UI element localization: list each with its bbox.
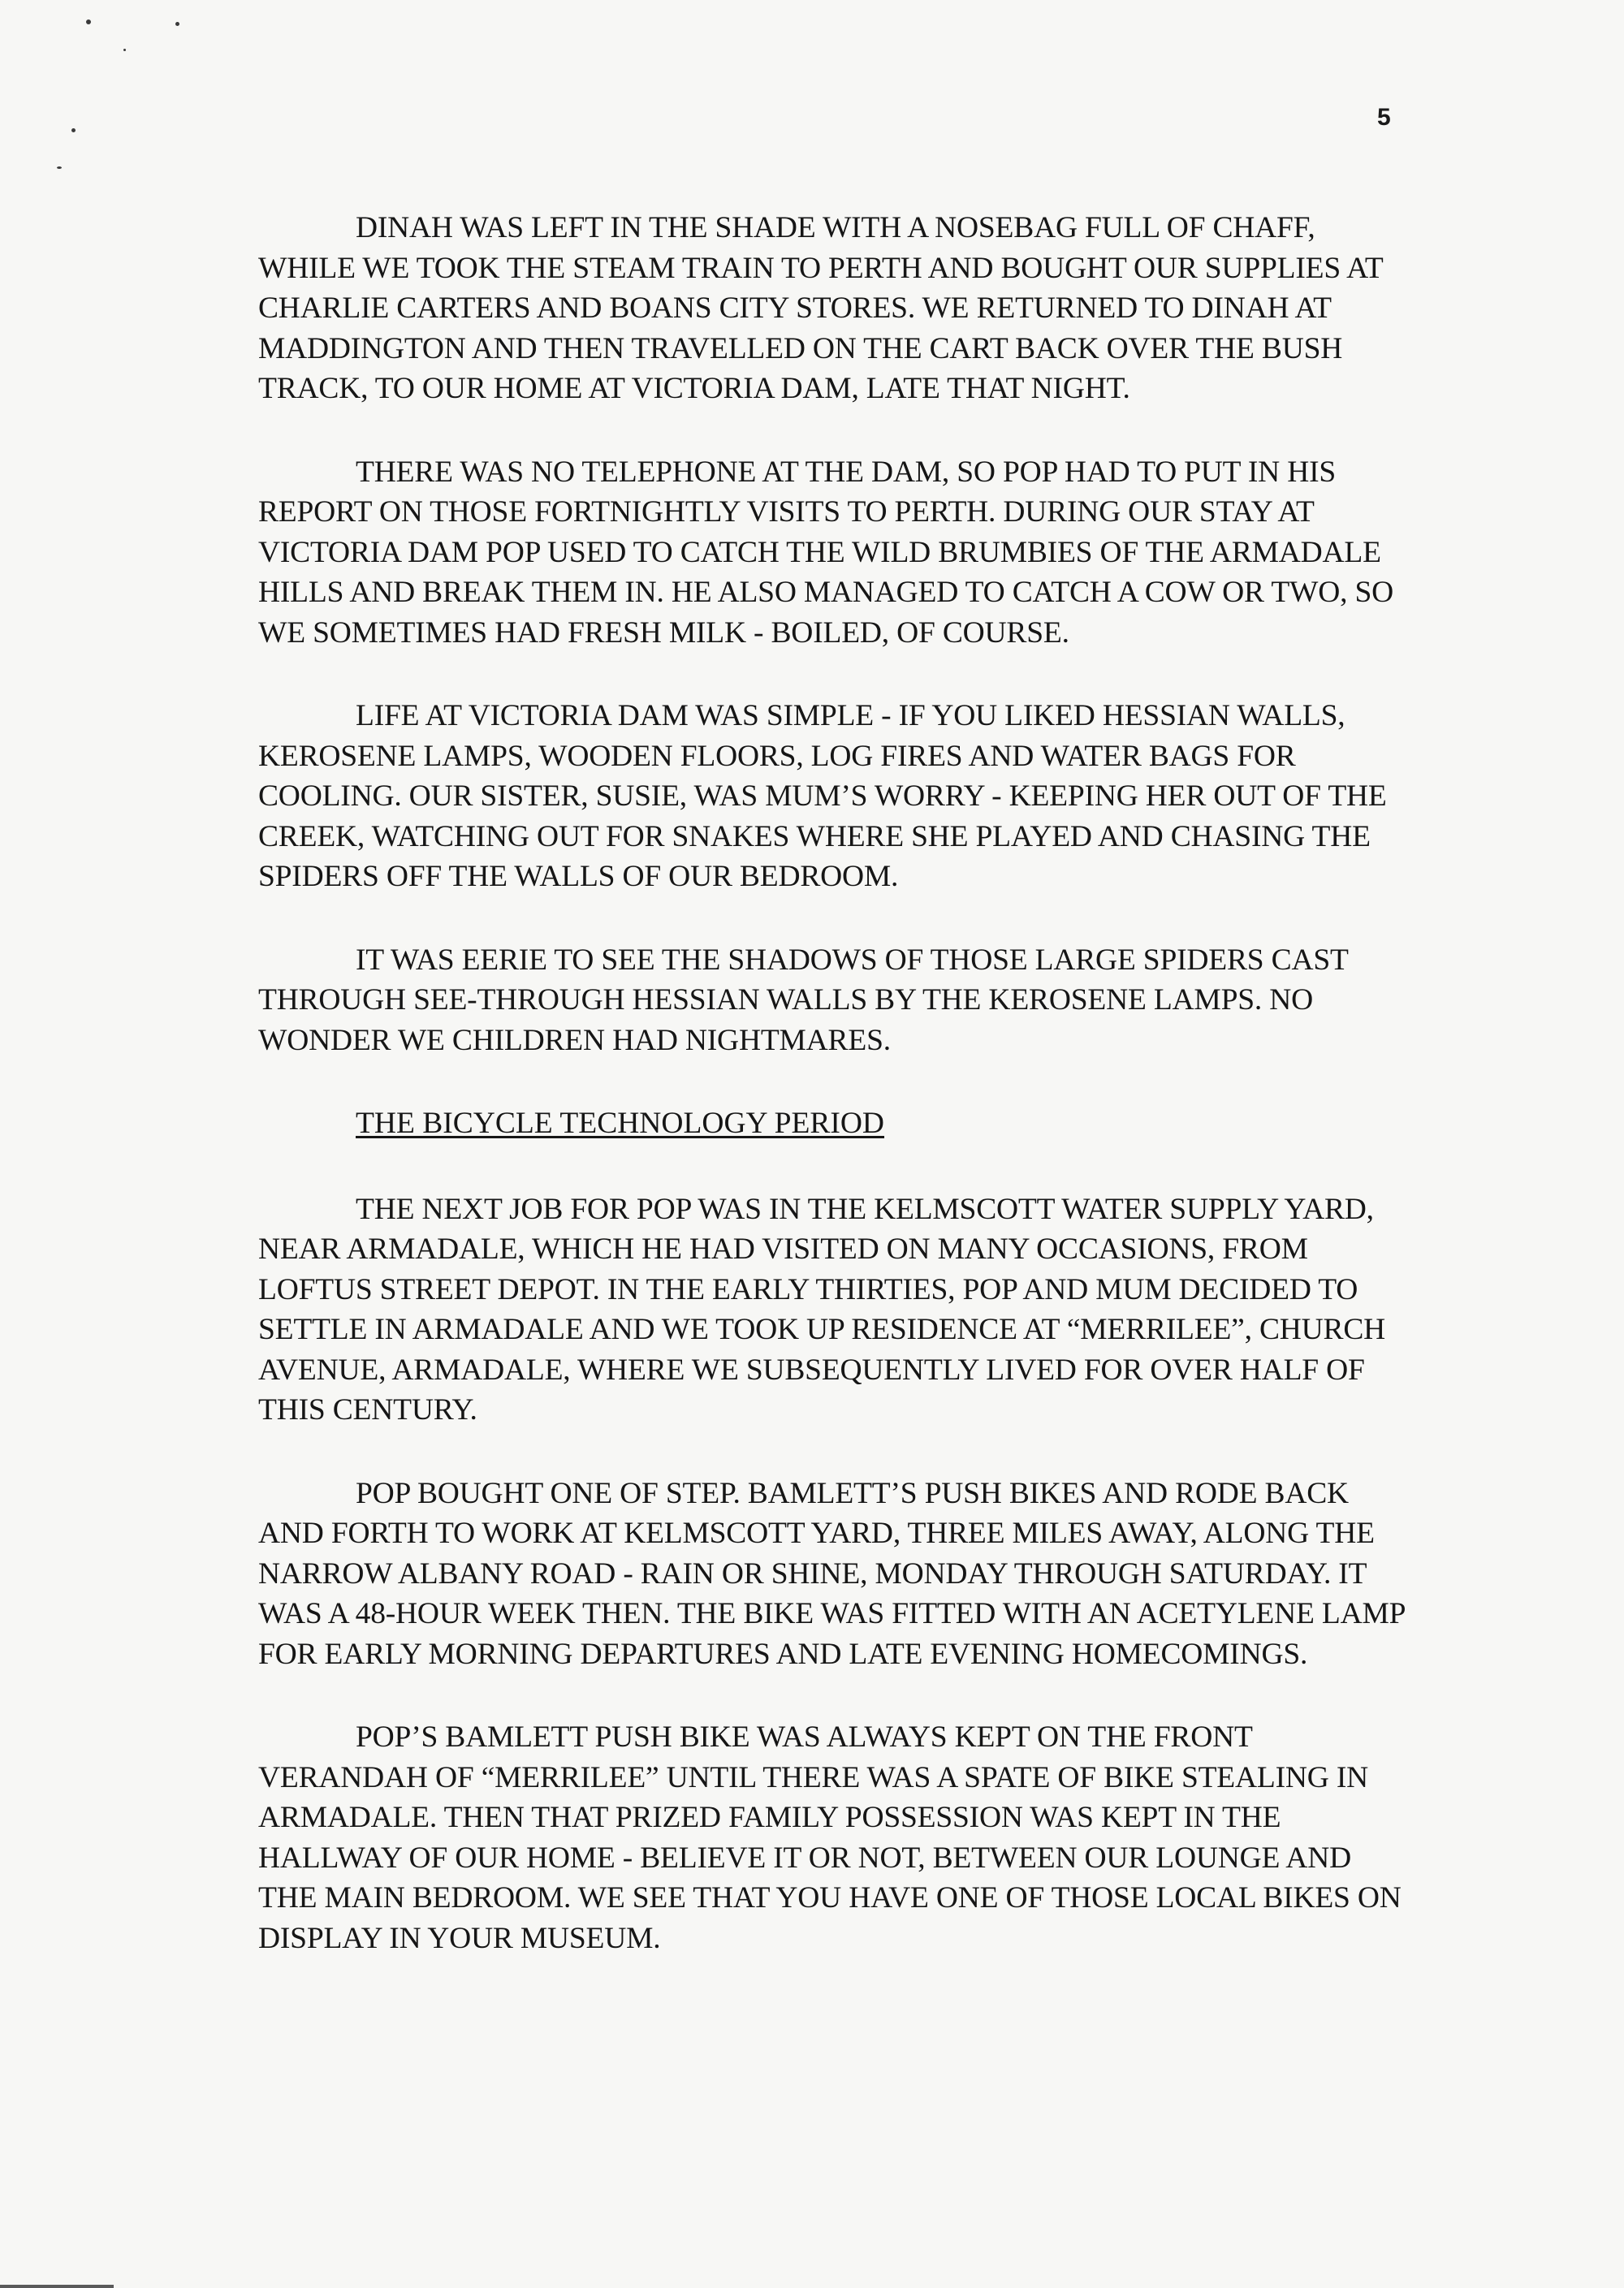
scan-edge xyxy=(0,2285,114,2288)
paragraph: IT WAS EERIE TO SEE THE SHADOWS OF THOSE LARGE SPIDERS CAST THROUGH SEE-THROUGH HESSIAN WALLS BY THE KEROSENE LAMPS. NO WONDER WE CHILDREN HAD NIGHTMARES. xyxy=(258,943,1349,1057)
paragraph: LIFE AT VICTORIA DAM WAS SIMPLE - IF YOU LIKED HESSIAN WALLS, KEROSENE LAMPS, WOODEN FLOORS, LOG FIRES AND WATER BAGS FOR COOLING. OUR SISTER, SUSIE, WAS MUM’S WORRY - KEEPING HER OUT OF THE CREEK, WATCHING OUT FOR SNAKES WHERE SHE PLAYED AND CHASING THE SPIDERS OFF THE WALLS OF OUR BEDROOM. xyxy=(258,699,1387,893)
scan-speck xyxy=(57,166,62,169)
scan-speck xyxy=(86,19,91,24)
paragraph: DINAH WAS LEFT IN THE SHADE WITH A NOSEBAG FULL OF CHAFF, WHILE WE TOOK THE STEAM TRAIN TO PERTH AND BOUGHT OUR SUPPLIES AT CHARLIE CARTERS AND BOANS CITY STORES. WE RETURNED TO DINAH AT MADDINGTON AND THEN TRAVELLED ON THE CART BACK OVER THE BUSH TRACK, TO OUR HOME AT VICTORIA DAM, LATE THAT NIGHT. xyxy=(258,211,1383,405)
page-number: 5 xyxy=(1377,104,1391,131)
scan-speck xyxy=(71,128,76,132)
paragraph: THERE WAS NO TELEPHONE AT THE DAM, SO POP HAD TO PUT IN HIS REPORT ON THOSE FORTNIGHTLY VISITS TO PERTH. DURING OUR STAY AT VICTORIA DAM POP USED TO CATCH THE WILD BRUMBIES OF THE ARMADALE HILLS AND BREAK THEM IN. HE ALSO MANAGED TO CATCH A COW OR TWO, SO WE SOMETIMES HAD FRESH MILK - BOILED, OF COURSE. xyxy=(258,455,1393,650)
document-body xyxy=(258,208,1411,2001)
section-heading: THE BICYCLE TECHNOLOGY PERIOD xyxy=(356,1107,885,1140)
paragraph: THE NEXT JOB FOR POP WAS IN THE KELMSCOTT WATER SUPPLY YARD, NEAR ARMADALE, WHICH HE HAD VISITED ON MANY OCCASIONS, FROM LOFTUS STREET DEPOT. IN THE EARLY THIRTIES, POP AND MUM DECIDED TO SETTLE IN ARMADALE AND WE TOOK UP RESIDENCE AT “MERRILEE”, CHURCH AVENUE, ARMADALE, WHERE WE SUBSEQUENTLY LIVED FOR OVER HALF OF THIS CENTURY. xyxy=(258,1192,1386,1427)
paragraph: POP’S BAMLETT PUSH BIKE WAS ALWAYS KEPT ON THE FRONT VERANDAH OF “MERRILEE” UNTIL THERE WAS A SPATE OF BIKE STEALING IN ARMADALE. THEN THAT PRIZED FAMILY POSSESSION WAS KEPT IN THE HALLWAY OF OUR HOME - BELIEVE IT OR NOT, BETWEEN OUR LOUNGE AND THE MAIN BEDROOM. WE SEE THAT YOU HAVE ONE OF THOSE LOCAL BIKES ON DISPLAY IN YOUR MUSEUM. xyxy=(258,1720,1402,1955)
scan-speck xyxy=(123,49,126,51)
paragraph: POP BOUGHT ONE OF STEP. BAMLETT’S PUSH BIKES AND RODE BACK AND FORTH TO WORK AT KELMSCOTT YARD, THREE MILES AWAY, ALONG THE NARROW ALBANY ROAD - RAIN OR SHINE, MONDAY THROUGH SATURDAY. IT WAS A 48-HOUR WEEK THEN. THE BIKE WAS FITTED WITH AN ACETYLENE LAMP FOR EARLY MORNING DEPARTURES AND LATE EVENING HOMECOMINGS. xyxy=(258,1476,1405,1671)
scan-speck xyxy=(175,22,179,26)
